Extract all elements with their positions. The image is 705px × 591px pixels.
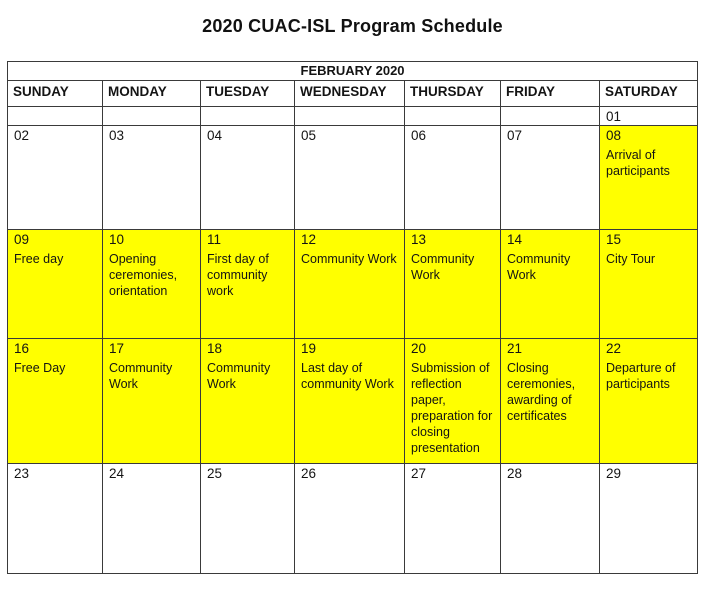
day-cell-11 xyxy=(201,230,295,339)
day-cell-empty xyxy=(501,107,600,126)
day-number: 26 xyxy=(301,466,317,481)
day-number: 18 xyxy=(207,341,223,356)
day-number: 16 xyxy=(14,341,30,356)
week-row xyxy=(8,126,698,230)
day-header-sunday: SUNDAY xyxy=(8,81,103,107)
day-number: 29 xyxy=(606,466,622,481)
day-event: Community Work xyxy=(411,252,475,282)
day-event: Submission of reflection paper, preparation for closing presentation xyxy=(411,361,493,455)
day-number: 06 xyxy=(411,128,427,143)
day-number: 28 xyxy=(507,466,523,481)
day-header-thursday: THURSDAY xyxy=(405,81,501,107)
day-number xyxy=(295,107,404,109)
day-event: Closing ceremonies, awarding of certificates xyxy=(507,361,576,423)
day-cell-27 xyxy=(405,464,501,574)
day-cell-empty xyxy=(103,107,201,126)
week-row xyxy=(8,464,698,574)
day-cell-10 xyxy=(103,230,201,339)
month-header-row xyxy=(8,62,698,81)
day-cell-18 xyxy=(201,339,295,464)
day-cell-29 xyxy=(600,464,698,574)
day-cell-08 xyxy=(600,126,698,230)
day-event: Free day xyxy=(14,252,64,266)
day-number: 13 xyxy=(411,232,427,247)
day-cell-22 xyxy=(600,339,698,464)
day-cell-empty xyxy=(405,107,501,126)
day-event: Departure of participants xyxy=(606,361,676,391)
day-cell-06 xyxy=(405,126,501,230)
day-number: 27 xyxy=(411,466,427,481)
day-cell-15 xyxy=(600,230,698,339)
day-header-friday: FRIDAY xyxy=(501,81,600,107)
page-title: 2020 CUAC-ISL Program Schedule xyxy=(202,16,503,36)
day-cell-02 xyxy=(8,126,103,230)
day-cell-05 xyxy=(295,126,405,230)
day-cell-empty xyxy=(201,107,295,126)
day-header-wednesday: WEDNESDAY xyxy=(295,81,405,107)
day-event: Free Day xyxy=(14,361,66,375)
day-number: 05 xyxy=(301,128,317,143)
day-cell-04 xyxy=(201,126,295,230)
day-event: Opening ceremonies, orientation xyxy=(109,252,178,298)
day-cell-07 xyxy=(501,126,600,230)
day-header-saturday: SATURDAY xyxy=(600,81,698,107)
day-number: 08 xyxy=(606,128,622,143)
week-row xyxy=(8,107,698,126)
day-cell-empty xyxy=(295,107,405,126)
day-number: 07 xyxy=(507,128,523,143)
day-cell-09 xyxy=(8,230,103,339)
day-cell-19 xyxy=(295,339,405,464)
day-number: 17 xyxy=(109,341,125,356)
day-event: Community Work xyxy=(109,361,173,391)
month-header: FEBRUARY 2020 xyxy=(8,62,698,81)
day-number: 01 xyxy=(606,109,622,124)
day-number: 24 xyxy=(109,466,125,481)
week-row xyxy=(8,339,698,464)
day-cell-23 xyxy=(8,464,103,574)
day-header-tuesday: TUESDAY xyxy=(201,81,295,107)
day-event: Arrival of participants xyxy=(606,148,670,178)
day-cell-12 xyxy=(295,230,405,339)
day-number: 12 xyxy=(301,232,317,247)
day-event: Community Work xyxy=(507,252,571,282)
day-number xyxy=(103,107,200,109)
day-number: 22 xyxy=(606,341,622,356)
day-number: 02 xyxy=(14,128,30,143)
day-header-monday: MONDAY xyxy=(103,81,201,107)
day-number: 25 xyxy=(207,466,223,481)
day-event: Community Work xyxy=(207,361,271,391)
day-event: City Tour xyxy=(606,252,656,266)
day-number xyxy=(405,107,500,109)
day-number xyxy=(201,107,294,109)
calendar-table xyxy=(7,61,698,574)
day-cell-03 xyxy=(103,126,201,230)
day-number xyxy=(8,107,102,109)
day-number: 04 xyxy=(207,128,223,143)
day-number: 21 xyxy=(507,341,523,356)
day-number: 23 xyxy=(14,466,30,481)
day-number: 03 xyxy=(109,128,125,143)
day-number: 14 xyxy=(507,232,523,247)
day-cell-25 xyxy=(201,464,295,574)
day-cell-28 xyxy=(501,464,600,574)
day-event: Community Work xyxy=(301,252,397,266)
day-event: Last day of community Work xyxy=(301,361,394,391)
day-number: 15 xyxy=(606,232,622,247)
day-cell-empty xyxy=(8,107,103,126)
day-event: First day of community work xyxy=(207,252,269,298)
day-cell-20 xyxy=(405,339,501,464)
day-header-row xyxy=(8,81,698,107)
day-cell-26 xyxy=(295,464,405,574)
day-cell-14 xyxy=(501,230,600,339)
day-number: 20 xyxy=(411,341,427,356)
day-cell-24 xyxy=(103,464,201,574)
day-cell-13 xyxy=(405,230,501,339)
day-cell-21 xyxy=(501,339,600,464)
day-cell-16 xyxy=(8,339,103,464)
day-number: 19 xyxy=(301,341,317,356)
day-number xyxy=(501,107,599,109)
day-cell-17 xyxy=(103,339,201,464)
day-number: 11 xyxy=(207,232,222,247)
day-cell-01 xyxy=(600,107,698,126)
week-row xyxy=(8,230,698,339)
day-number: 09 xyxy=(14,232,30,247)
day-number: 10 xyxy=(109,232,125,247)
